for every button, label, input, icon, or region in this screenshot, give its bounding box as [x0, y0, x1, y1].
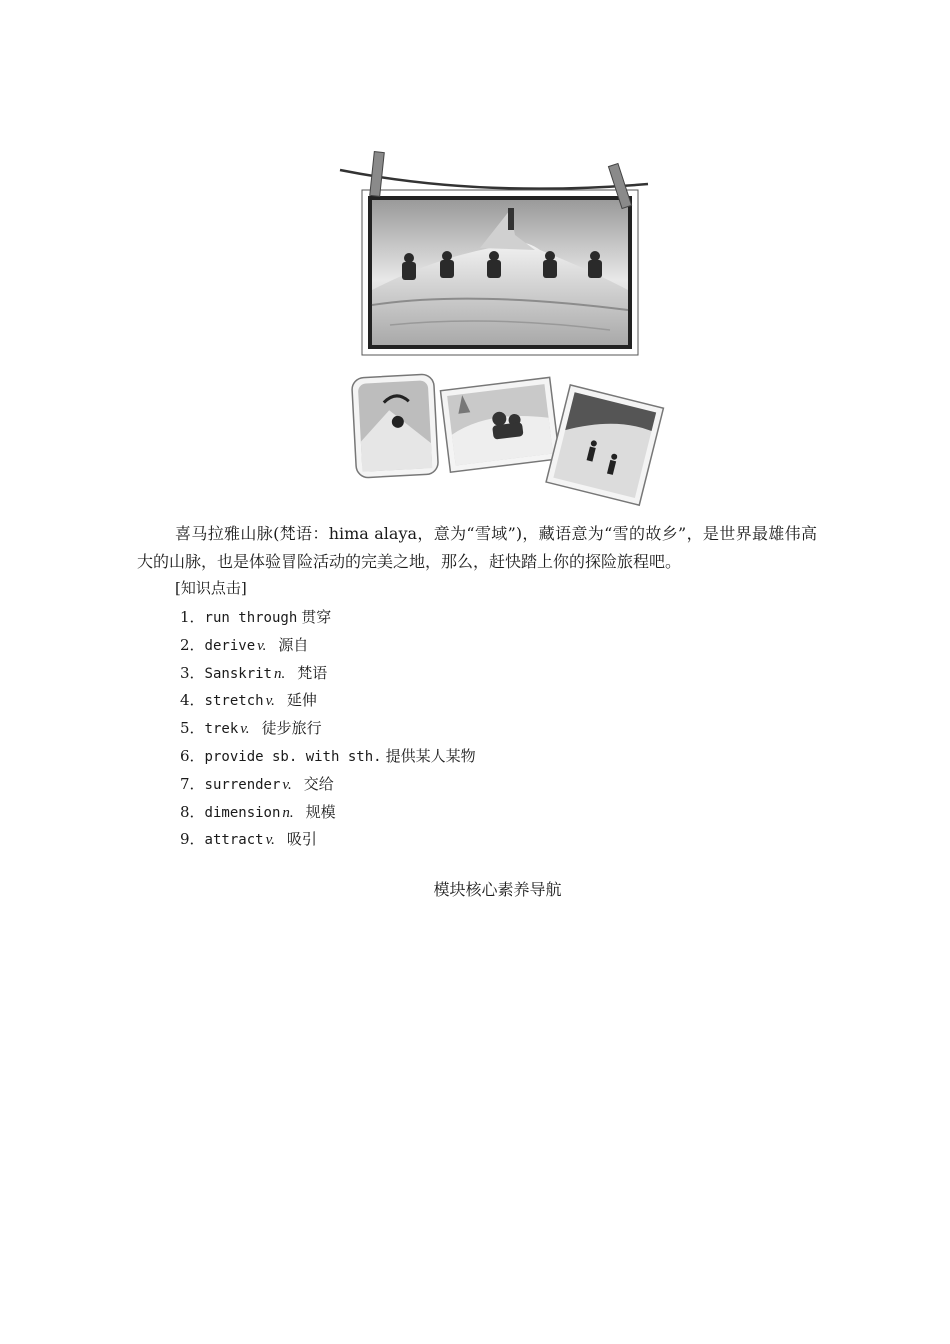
- vocab-meaning: 徒步旅行: [261, 719, 322, 738]
- intro-paragraph: 喜马拉雅山脉(梵语：hima alaya，意为“雪域”)，藏语意为“雪的故乡”，是世界最雄伟高大的山脉，也是体验冒险活动的完美之地，那么，赶快踏上你的探险旅程吧。: [137, 524, 817, 571]
- vocab-term: provide sb. with sth.: [204, 748, 382, 765]
- vocab-meaning: 规模: [305, 802, 336, 821]
- vocab-item-9: [180, 826, 476, 854]
- vocabulary-list: [180, 604, 476, 854]
- vocab-term: Sanskrit: [204, 665, 272, 682]
- part-of-speech: v.: [240, 721, 250, 738]
- item-number: 2．: [180, 635, 205, 654]
- vocab-term: dimension: [204, 804, 281, 821]
- vocab-term: trek: [204, 721, 239, 738]
- vocab-meaning: 交给: [303, 774, 334, 793]
- vocab-meaning: 延伸: [286, 691, 317, 710]
- photo-trekking-slope: [546, 385, 663, 505]
- vocab-item-8: [180, 799, 476, 827]
- part-of-speech: n.: [273, 665, 286, 682]
- vocab-meaning: 梵语: [297, 663, 328, 682]
- vocab-term: run through: [204, 610, 298, 626]
- vocab-term: surrender: [204, 776, 281, 793]
- vocab-meaning: 提供某人某物: [385, 746, 476, 765]
- vocab-item-1: [180, 604, 476, 632]
- vocab-meaning: 吸引: [286, 830, 317, 849]
- vocab-item-4: [180, 687, 476, 715]
- vocab-meaning: 源自: [278, 635, 309, 654]
- vocab-term: stretch: [204, 693, 264, 710]
- item-number: 3．: [180, 663, 205, 682]
- part-of-speech: v.: [257, 637, 267, 654]
- part-of-speech: v.: [265, 693, 275, 710]
- item-number: 9．: [180, 830, 205, 849]
- vocab-term: attract: [204, 832, 264, 849]
- vocab-item-5: [180, 715, 476, 743]
- item-number: 7．: [180, 774, 205, 793]
- module-navigation-title: 模块核心素养导航: [433, 880, 562, 899]
- main-photo-summit-team: [362, 190, 638, 355]
- item-number: 6．: [180, 746, 205, 765]
- item-number: 1．: [180, 608, 205, 626]
- part-of-speech: n.: [282, 804, 294, 821]
- item-number: 4．: [180, 691, 205, 710]
- item-number: 8．: [180, 802, 205, 821]
- vocab-item-3: [180, 660, 476, 688]
- photo-climbers-resting: [440, 377, 559, 472]
- item-number: 5．: [180, 719, 205, 738]
- photo-paragliding: [351, 374, 438, 478]
- part-of-speech: v.: [265, 832, 275, 849]
- vocab-meaning: 贯穿: [301, 608, 332, 626]
- knowledge-section-label: [知识点击]: [175, 579, 247, 597]
- vocab-item-2: [180, 632, 476, 660]
- himalaya-photo-collage: [330, 140, 670, 510]
- part-of-speech: v.: [282, 776, 292, 793]
- vocab-item-6: [180, 743, 476, 771]
- vocab-term: derive: [204, 637, 256, 654]
- vocab-item-7: [180, 771, 476, 799]
